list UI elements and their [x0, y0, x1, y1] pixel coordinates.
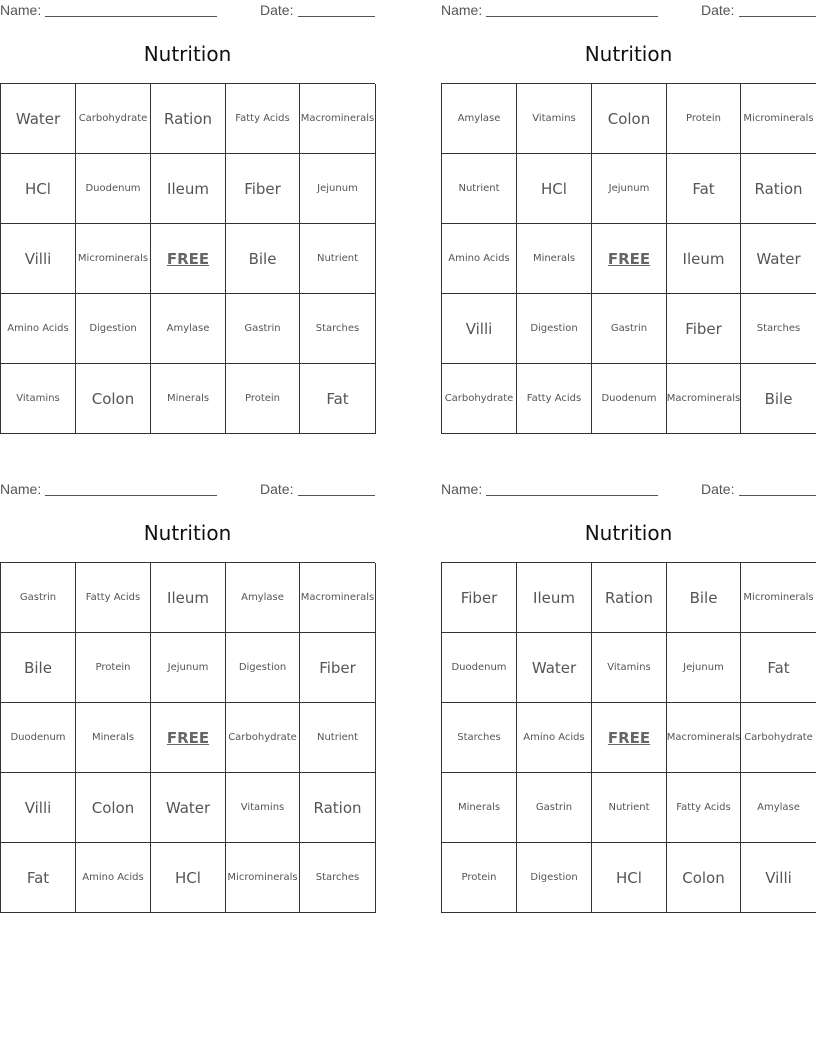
bingo-cell[interactable]: HCl	[151, 843, 226, 913]
bingo-cell[interactable]: Amino Acids	[517, 703, 592, 773]
bingo-cell[interactable]: Duodenum	[592, 364, 667, 434]
bingo-cell[interactable]: Ileum	[517, 563, 592, 633]
name-field[interactable]	[486, 16, 658, 17]
bingo-cell[interactable]: Duodenum	[76, 154, 151, 224]
bingo-cell[interactable]: Colon	[667, 843, 741, 913]
bingo-cell[interactable]: Fiber	[667, 294, 741, 364]
bingo-cell[interactable]: Colon	[76, 364, 151, 434]
card-title: Nutrition	[143, 521, 232, 545]
date-field[interactable]	[298, 495, 375, 496]
bingo-cell[interactable]: Starches	[442, 703, 517, 773]
bingo-cell[interactable]: Nutrient	[592, 773, 667, 843]
bingo-cell[interactable]: Water	[517, 633, 592, 703]
bingo-cell[interactable]: Minerals	[76, 703, 151, 773]
bingo-cell[interactable]: Macrominerals	[300, 84, 376, 154]
date-label: Date:	[701, 481, 735, 497]
bingo-cell[interactable]: Protein	[442, 843, 517, 913]
bingo-cell[interactable]: Jejunum	[667, 633, 741, 703]
bingo-cell[interactable]: Jejunum	[300, 154, 376, 224]
bingo-cell[interactable]: Vitamins	[1, 364, 76, 434]
bingo-cell[interactable]: Fatty Acids	[226, 84, 300, 154]
name-field[interactable]	[486, 495, 658, 496]
bingo-cell[interactable]: Amylase	[741, 773, 816, 843]
bingo-cell[interactable]: Water	[741, 224, 816, 294]
bingo-cell[interactable]: Fiber	[442, 563, 517, 633]
bingo-cell[interactable]: Carbohydrate	[226, 703, 300, 773]
date-field[interactable]	[739, 16, 816, 17]
bingo-cell[interactable]: Amino Acids	[1, 294, 76, 364]
bingo-cell[interactable]: Gastrin	[1, 563, 76, 633]
card-title: Nutrition	[584, 521, 673, 545]
bingo-cell[interactable]: Ration	[741, 154, 816, 224]
bingo-cell[interactable]: Digestion	[226, 633, 300, 703]
bingo-cell[interactable]: Microminerals	[226, 843, 300, 913]
date-label: Date:	[260, 481, 294, 497]
bingo-grid	[0, 562, 375, 913]
bingo-cell[interactable]: Water	[1, 84, 76, 154]
bingo-cell[interactable]: Gastrin	[592, 294, 667, 364]
bingo-cell[interactable]: Ileum	[151, 563, 226, 633]
bingo-cell[interactable]: Villi	[741, 843, 816, 913]
bingo-cell[interactable]: Ration	[592, 563, 667, 633]
bingo-cell[interactable]: Amylase	[442, 84, 517, 154]
bingo-cell[interactable]: Amino Acids	[76, 843, 151, 913]
bingo-cell[interactable]: Fiber	[226, 154, 300, 224]
bingo-cell[interactable]: Ration	[300, 773, 376, 843]
bingo-cell[interactable]: HCl	[1, 154, 76, 224]
name-field[interactable]	[45, 495, 217, 496]
bingo-cell[interactable]: Protein	[226, 364, 300, 434]
bingo-cell[interactable]: Jejunum	[151, 633, 226, 703]
bingo-cell[interactable]: Minerals	[517, 224, 592, 294]
bingo-cell[interactable]: Fat	[667, 154, 741, 224]
bingo-cell[interactable]: Colon	[592, 84, 667, 154]
bingo-cell[interactable]: Duodenum	[1, 703, 76, 773]
bingo-card-1	[0, 0, 375, 440]
card-header	[0, 479, 375, 501]
bingo-cell[interactable]: Villi	[1, 773, 76, 843]
bingo-grid	[441, 562, 816, 913]
name-label: Name:	[0, 2, 42, 18]
card-title: Nutrition	[143, 42, 232, 66]
free-space-cell[interactable]: FREE	[151, 224, 226, 294]
bingo-cell[interactable]: Macrominerals	[300, 563, 376, 633]
bingo-card-3	[0, 479, 375, 919]
bingo-cell[interactable]: Ration	[151, 84, 226, 154]
card-header	[0, 0, 375, 22]
bingo-cell[interactable]: Fat	[300, 364, 376, 434]
free-space-cell[interactable]: FREE	[151, 703, 226, 773]
bingo-grid	[441, 83, 816, 434]
bingo-cell[interactable]: Digestion	[76, 294, 151, 364]
bingo-cell[interactable]: Nutrient	[442, 154, 517, 224]
bingo-cell[interactable]: HCl	[592, 843, 667, 913]
bingo-cell[interactable]: Colon	[76, 773, 151, 843]
date-label: Date:	[260, 2, 294, 18]
bingo-cell[interactable]: Carbohydrate	[76, 84, 151, 154]
date-field[interactable]	[739, 495, 816, 496]
name-label: Name:	[0, 481, 42, 497]
bingo-cell[interactable]: Ileum	[667, 224, 741, 294]
bingo-cell[interactable]: Microminerals	[76, 224, 151, 294]
bingo-card-4	[441, 479, 816, 919]
bingo-cell[interactable]: Ileum	[151, 154, 226, 224]
name-label: Name:	[441, 481, 483, 497]
bingo-card-2	[441, 0, 816, 440]
card-header	[441, 0, 816, 22]
bingo-cell[interactable]: Fatty Acids	[76, 563, 151, 633]
bingo-cell[interactable]: Carbohydrate	[442, 364, 517, 434]
bingo-cell[interactable]: Vitamins	[592, 633, 667, 703]
bingo-grid	[0, 83, 375, 434]
bingo-cell[interactable]: Macrominerals	[667, 703, 741, 773]
bingo-cell[interactable]: Fatty Acids	[667, 773, 741, 843]
bingo-cell[interactable]: Jejunum	[592, 154, 667, 224]
bingo-cell[interactable]: Amylase	[226, 563, 300, 633]
bingo-cell[interactable]: Starches	[300, 294, 376, 364]
date-field[interactable]	[298, 16, 375, 17]
free-space-cell[interactable]: FREE	[592, 703, 667, 773]
bingo-cell[interactable]: Fat	[741, 633, 816, 703]
bingo-cell[interactable]: Duodenum	[442, 633, 517, 703]
bingo-cell[interactable]: Fat	[1, 843, 76, 913]
bingo-cell[interactable]: Minerals	[442, 773, 517, 843]
bingo-cell[interactable]: Amylase	[151, 294, 226, 364]
bingo-cell[interactable]: Starches	[300, 843, 376, 913]
bingo-cell[interactable]: Vitamins	[226, 773, 300, 843]
bingo-cell[interactable]: Fiber	[300, 633, 376, 703]
name-field[interactable]	[45, 16, 217, 17]
bingo-cell[interactable]: Starches	[741, 294, 816, 364]
bingo-cell[interactable]: Digestion	[517, 843, 592, 913]
bingo-cell[interactable]: Microminerals	[741, 84, 816, 154]
bingo-cell[interactable]: Nutrient	[300, 224, 376, 294]
bingo-cell[interactable]: Gastrin	[517, 773, 592, 843]
card-header	[441, 479, 816, 501]
card-title: Nutrition	[584, 42, 673, 66]
bingo-cell[interactable]: Protein	[76, 633, 151, 703]
date-label: Date:	[701, 2, 735, 18]
bingo-cell[interactable]: Villi	[442, 294, 517, 364]
bingo-cell[interactable]: Bile	[226, 224, 300, 294]
name-label: Name:	[441, 2, 483, 18]
bingo-cell[interactable]: Digestion	[517, 294, 592, 364]
bingo-cell[interactable]: Bile	[1, 633, 76, 703]
bingo-cell[interactable]: Minerals	[151, 364, 226, 434]
bingo-cell[interactable]: Macrominerals	[667, 364, 741, 434]
free-space-cell[interactable]: FREE	[592, 224, 667, 294]
bingo-cell[interactable]: Villi	[1, 224, 76, 294]
bingo-cell[interactable]: Protein	[667, 84, 741, 154]
bingo-cell[interactable]: Nutrient	[300, 703, 376, 773]
bingo-cell[interactable]: Water	[151, 773, 226, 843]
bingo-cell[interactable]: Gastrin	[226, 294, 300, 364]
bingo-cell[interactable]: Fatty Acids	[517, 364, 592, 434]
bingo-cell[interactable]: Bile	[667, 563, 741, 633]
bingo-cell[interactable]: HCl	[517, 154, 592, 224]
bingo-cell[interactable]: Carbohydrate	[741, 703, 816, 773]
bingo-cell[interactable]: Vitamins	[517, 84, 592, 154]
bingo-cell[interactable]: Amino Acids	[442, 224, 517, 294]
bingo-cell[interactable]: Bile	[741, 364, 816, 434]
bingo-cell[interactable]: Microminerals	[741, 563, 816, 633]
